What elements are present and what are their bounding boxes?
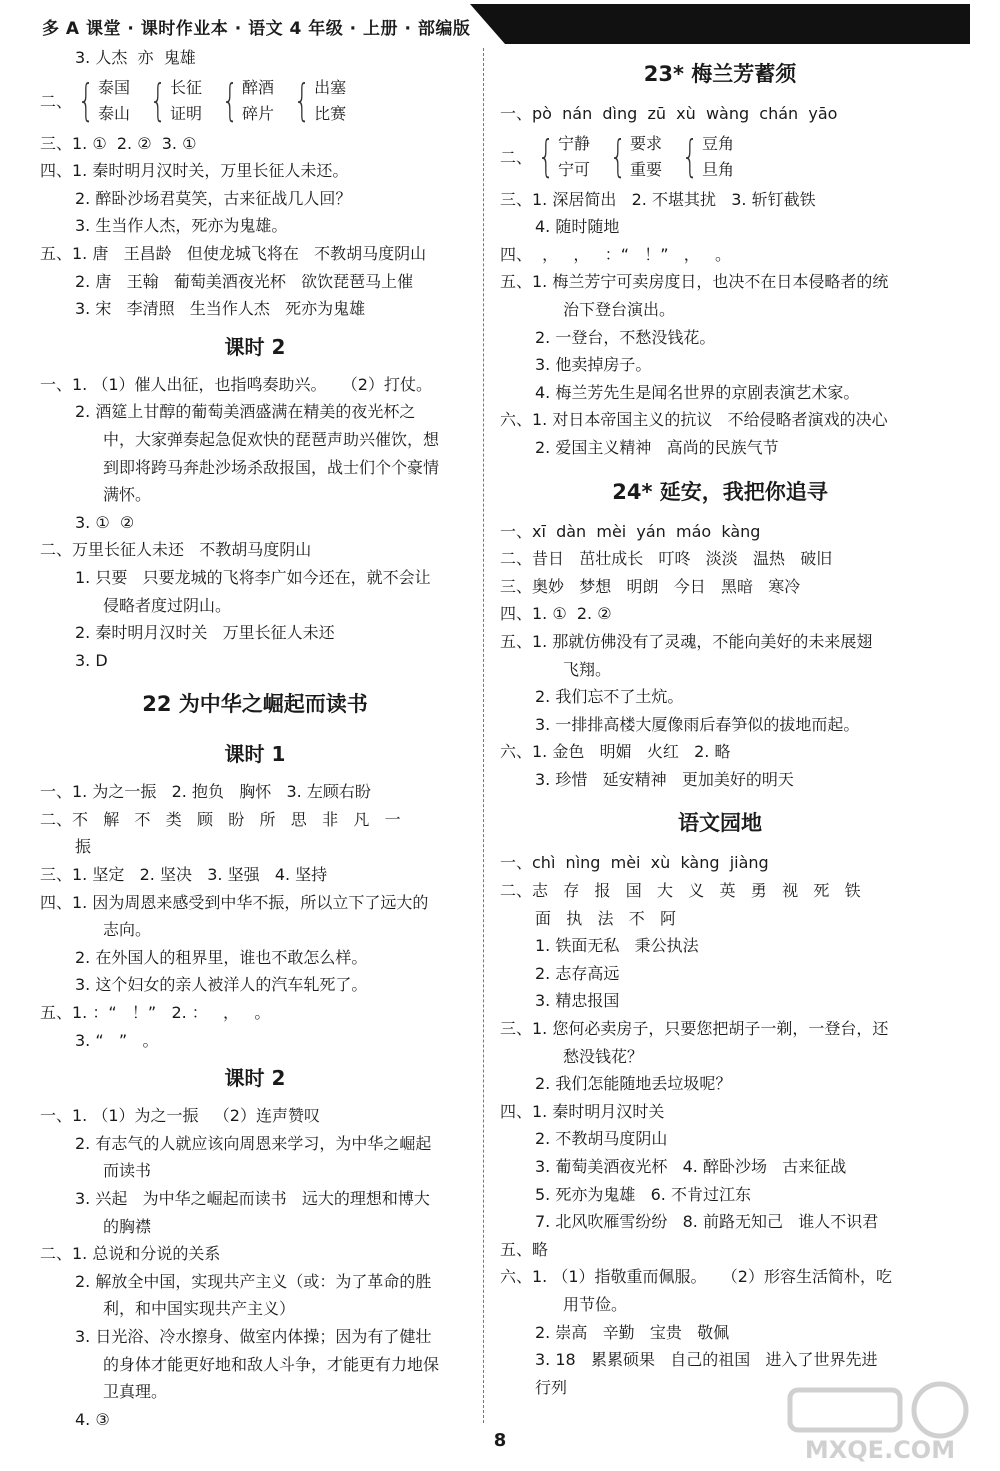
left-top-lines [40, 44, 470, 72]
answer-line: 六、1. 金色 明媚 火红 2. 略 [500, 742, 731, 762]
answer-line: 2. 秦时明月汉时关 万里长征人未还 [75, 623, 335, 643]
brace-word: 醉酒 [242, 77, 275, 97]
answer-line: 一、xī dàn mèi yán máo kàng [500, 521, 761, 541]
answer-line: 一、chì nìng mèi xù kàng jiàng [500, 853, 769, 873]
answer-line: 2. 唐 王翰 葡萄美酒夜光杯 欲饮琵琶马上催 [75, 271, 414, 291]
answer-line: 3. 一排排高楼大厦像雨后春笋似的拔地而起。 [535, 714, 860, 734]
section-title: 课时 2 [224, 334, 286, 359]
answer-line: 行列 [535, 1377, 568, 1397]
answer-line: 2. 酒筵上甘醇的葡萄美酒盛满在精美的夜光杯之 [75, 402, 416, 422]
brace-prefix: 二、 [500, 148, 533, 168]
brace-word: 宁可 [558, 159, 591, 179]
answer-line: 2. 有志气的人就应该向周恩来学习，为中华之崛起 [75, 1133, 432, 1153]
answer-line: 四、 ， ， ：“ ！” ， 。 [500, 244, 732, 264]
answer-line: 四、1. ① 2. ② [500, 604, 612, 624]
answer-line: 一、1. （1）为之一振 （2）连声赞叹 [40, 1106, 320, 1126]
brace-glyph: { [149, 74, 167, 126]
brace-glyph: { [293, 74, 311, 126]
brace-glyph: { [537, 130, 555, 182]
answer-line: 面 执 法 不 阿 [535, 908, 677, 928]
column-divider [483, 48, 484, 1423]
brace-word: 出塞 [314, 77, 347, 97]
left-block-3 [40, 778, 470, 1054]
brace-word: 泰山 [98, 103, 131, 123]
answer-line: 二、1. 总说和分说的关系 [40, 1244, 221, 1264]
answer-line: 五、1. 梅兰芳宁可卖房度日，也决不在日本侵略者的统 [500, 272, 889, 292]
answer-line: 二、昔日 茁壮成长 叮咚 淡淡 温热 破旧 [500, 549, 833, 569]
brace-glyph: { [221, 74, 239, 126]
answer-line: 二、志 存 报 国 大 义 英 勇 视 死 铁 [500, 881, 861, 901]
answer-line: 四、1. 秦时明月汉时关，万里长征人未还。 [40, 161, 349, 181]
answer-line: 3. 日光浴、冷水擦身、做室内体操；因为有了健壮 [75, 1326, 432, 1346]
answer-line: 2. 爱国主义精神 高尚的民族气节 [535, 437, 779, 457]
answer-line: 1. 铁面无私 秉公执法 [535, 936, 699, 956]
watermark-logo [770, 1380, 990, 1465]
brace-word: 豆角 [702, 133, 735, 153]
answer-line: 7. 北风吹雁雪纷纷 8. 前路无知己 谁人不识君 [535, 1212, 879, 1232]
brace-word: 重要 [630, 159, 663, 179]
answer-line: 3. 葡萄美酒夜光杯 4. 醉卧沙场 古来征战 [535, 1157, 847, 1176]
brace-list [72, 75, 360, 127]
answer-line: 治下登台演出。 [563, 299, 676, 319]
answer-line: 2. 我们怎能随地丢垃圾呢？ [535, 1074, 732, 1094]
brace-glyph: { [609, 130, 627, 182]
answer-line: 3. 他卖掉房子。 [535, 355, 652, 375]
brace-group [604, 131, 662, 183]
answer-line: 5. 死亦为鬼雄 6. 不肯过江东 [535, 1184, 751, 1204]
answer-line: 4. 随时随地 [535, 217, 620, 237]
right-column [500, 44, 940, 1401]
lesson-title: 24* 延安，我把你追寻 [612, 479, 828, 504]
brace-word: 比赛 [314, 103, 347, 123]
answer-line: 2. 一登台，不愁没钱花。 [535, 327, 716, 347]
answer-line: 四、1. 因为周恩来感受到中华不振，所以立下了远大的 [40, 892, 429, 912]
page-number: 8 [493, 1430, 507, 1451]
answer-line: 3. 生当作人杰，死亦为鬼雄。 [75, 216, 288, 236]
answer-line: 的胸襟 [103, 1216, 152, 1236]
answer-line: 六、1. （1）指敬重而佩服。 （2）形容生活简朴，吃 [500, 1267, 892, 1287]
left-block-4 [40, 1102, 470, 1433]
answer-line: 飞翔。 [563, 659, 612, 679]
answer-line: 3. 兴起 为中华之崛起而读书 远大的理想和博大 [75, 1189, 430, 1208]
answer-line: 五、1. 那就仿佛没有了灵魂，不能向美好的未来展翅 [500, 631, 873, 651]
left-brace-groups [40, 72, 470, 130]
answer-line: 三、奥妙 梦想 明朗 今日 黑暗 寒冷 [500, 576, 801, 596]
brace-group [532, 131, 590, 183]
answer-line: 2. 不教胡马度阴山 [535, 1129, 668, 1149]
answer-line: 五、1. 唐 王昌龄 但使龙城飞将在 不教胡马度阴山 [40, 243, 427, 263]
answer-line: 3. 精忠报国 [535, 991, 620, 1011]
answer-line: 侵略者度过阴山。 [103, 595, 232, 615]
answer-line: 二、万里长征人未还 不教胡马度阴山 [40, 540, 312, 560]
answer-line: 五、1. ：“ ！” 2. ： ， 。 [40, 1003, 271, 1023]
page-header [0, 0, 1000, 46]
answer-line: 中，大家弹奏起急促欢快的琵琶声助兴催饮，想 [103, 429, 440, 449]
section-title: 课时 1 [224, 742, 286, 767]
lesson-title: 语文园地 [678, 811, 762, 836]
answer-line: 卫真理。 [103, 1382, 168, 1402]
answer-line: 3. “ ” 。 [75, 1030, 159, 1050]
left-block-2 [40, 371, 470, 675]
answer-line: 3. ① ② [75, 512, 135, 532]
answer-line: 二、不 解 不 类 顾 盼 所 思 非 凡 一 [40, 809, 401, 829]
answer-line: 而读书 [103, 1161, 152, 1181]
answer-line: 一、pò nán dìng zū xù wàng chán yāo [500, 104, 838, 123]
answer-line: 三、1. 您何必卖房子，只要您把胡子一剃，一登台，还 [500, 1019, 889, 1039]
answer-line: 三、1. ① 2. ② 3. ① [40, 133, 197, 153]
brace-group [676, 131, 734, 183]
answer-line: 六、1. 对日本帝国主义的抗议 不给侵略者演戏的决心 [500, 410, 888, 430]
right-block-4 [500, 849, 940, 1401]
section-title: 课时 2 [224, 1066, 286, 1091]
brace-group [72, 75, 130, 127]
header-black-bar [470, 4, 970, 44]
answer-line: 2. 我们忘不了土炕。 [535, 687, 684, 707]
answer-line: 一、1. 为之一振 2. 抱负 胸怀 3. 左顾右盼 [40, 782, 371, 802]
left-column [40, 44, 470, 1433]
brace-prefix: 二、 [40, 92, 73, 112]
answer-line: 到即将跨马奔赴沙场杀敌报国，战士们个个豪情 [103, 457, 440, 477]
brace-word: 碎片 [242, 103, 275, 123]
answer-line: 2. 醉卧沙场君莫笑，古来征战几人回？ [75, 188, 352, 208]
answer-line: 三、1. 坚定 2. 坚决 3. 坚强 4. 坚持 [40, 865, 328, 885]
brace-glyph: { [77, 74, 95, 126]
right-block-3 [500, 518, 940, 794]
answer-line: 四、1. 秦时明月汉时关 [500, 1101, 665, 1121]
answer-line: 用节俭。 [563, 1294, 628, 1314]
answer-line: 3. D [75, 650, 108, 670]
answer-line: 愁没钱花？ [563, 1046, 644, 1066]
answer-line: 一、1. （1）催人出征，也指鸣奏助兴。 （2）打仗。 [40, 374, 432, 394]
answer-line: 3. 人杰 亦 鬼雄 [75, 48, 196, 67]
answer-line: 2. 解放全中国，实现共产主义（或：为了革命的胜 [75, 1271, 432, 1291]
answer-line: 1. 只要 只要龙城的飞将李广如今还在，就不会让 [75, 567, 431, 587]
answer-line: 3. 18 累累硕果 自己的祖国 进入了世界先进 [535, 1350, 878, 1370]
answer-line: 利，和中国实现共产主义） [103, 1299, 296, 1319]
answer-line: 4. ③ [75, 1409, 110, 1429]
answer-line: 的身体才能更好地和敌人斗争，才能更有力地保 [103, 1354, 440, 1374]
answer-line: 2. 在外国人的租界里，谁也不敢怎么样。 [75, 947, 368, 967]
right-block-1 [500, 100, 940, 128]
brace-list [532, 131, 748, 183]
brace-word: 泰国 [98, 77, 131, 97]
brace-word: 长征 [170, 77, 203, 97]
lesson-title: 22 为中华之崛起而读书 [142, 692, 368, 717]
left-block-1 [40, 130, 470, 323]
answer-line: 满怀。 [103, 485, 152, 505]
brace-word: 旦角 [702, 159, 735, 179]
answer-line: 2. 崇高 辛勤 宝贵 敬佩 [535, 1322, 730, 1342]
brace-word: 要求 [630, 133, 663, 153]
right-block-2 [500, 186, 940, 462]
lesson-title: 23* 梅兰芳蓄须 [643, 62, 797, 86]
brace-group [216, 75, 274, 127]
answer-line: 振 [75, 837, 92, 857]
svg-text:MXQE.COM: MXQE.COM [804, 1436, 956, 1464]
right-brace-groups [500, 128, 940, 186]
answer-line: 五、略 [500, 1239, 549, 1259]
brace-group [288, 75, 346, 127]
answer-line: 4. 梅兰芳先生是闻名世界的京剧表演艺术家。 [535, 382, 860, 402]
answer-line: 3. 珍惜 延安精神 更加美好的明天 [535, 769, 794, 789]
brace-word: 宁静 [558, 133, 591, 153]
answer-line: 3. 宋 李清照 生当作人杰 死亦为鬼雄 [75, 299, 366, 319]
answer-line: 三、1. 深居简出 2. 不堪其扰 3. 斩钉截铁 [500, 189, 816, 209]
header-title: 多 A 课堂 · 课时作业本 · 语文 4 年级 · 上册 · 部编版 [42, 19, 471, 39]
answer-line: 2. 志存高远 [535, 963, 620, 983]
answer-line: 3. 这个妇女的亲人被洋人的汽车轧死了。 [75, 975, 368, 995]
brace-glyph: { [681, 130, 699, 182]
brace-group [144, 75, 202, 127]
brace-word: 证明 [170, 103, 203, 123]
answer-line: 志向。 [103, 920, 152, 940]
